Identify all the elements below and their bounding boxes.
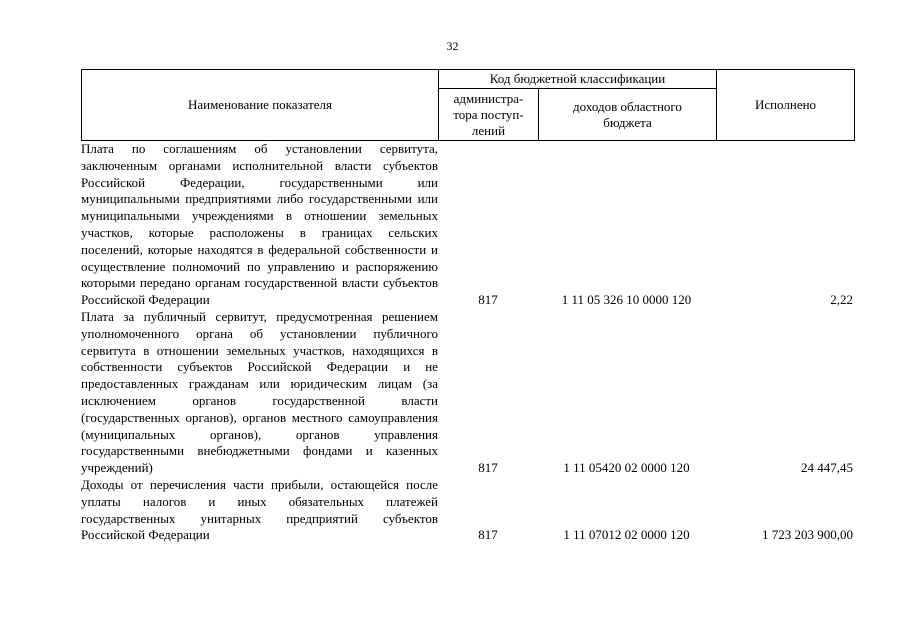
header-administrator bbox=[439, 89, 539, 140]
row-income-code: 1 11 05 326 10 0000 120 bbox=[561, 292, 692, 308]
header-indicator-name: Наименование показателя bbox=[82, 70, 439, 140]
row-income-code: 1 11 05420 02 0000 120 bbox=[563, 460, 690, 476]
row-admin-code: 817 bbox=[478, 292, 498, 308]
header-admin-line-1: администра- bbox=[453, 90, 524, 106]
header-income-line-2: бюджета bbox=[603, 114, 652, 130]
row-executed-amount: 24 447,45 bbox=[801, 460, 853, 476]
row-admin-code: 817 bbox=[478, 527, 498, 543]
header-income-line-1: доходов областного bbox=[573, 98, 682, 114]
header-admin-line-3: лений bbox=[471, 122, 506, 138]
header-executed: Исполнено bbox=[716, 70, 854, 140]
row-admin-code: 817 bbox=[478, 460, 498, 476]
header-regional-income bbox=[539, 89, 716, 140]
row-indicator-name: Плата по соглашениям об установлении сервитута, заключенным органами исполнительной власти субъектов Российской Федерации, государственными или муниципальными предприятиями либо государственными или муниципальными учреждениями в отношении земельных участков, которые расположены в границах сельских поселений, которые находятся в федеральной собственности и осуществление полномочий по управлению и распоряжению которыми передано органам государственной власти субъектов Российской Федерации bbox=[81, 141, 438, 308]
row-executed-amount: 2,22 bbox=[830, 292, 853, 308]
page-number: 32 bbox=[446, 39, 459, 53]
table-row bbox=[81, 141, 855, 309]
table-row bbox=[81, 477, 855, 544]
row-indicator-name: Доходы от перечисления части прибыли, остающейся после уплаты налогов и иных обязательных платежей государственных унитарных предприятий субъектов Российской Федерации bbox=[81, 476, 438, 543]
table-row bbox=[81, 309, 855, 477]
table-header bbox=[81, 69, 855, 141]
header-budget-code: Код бюджетной классификации bbox=[439, 70, 716, 89]
row-income-code: 1 11 07012 02 0000 120 bbox=[563, 527, 690, 543]
header-admin-line-2: тора поступ- bbox=[453, 106, 524, 122]
row-executed-amount: 1 723 203 900,00 bbox=[762, 527, 853, 543]
row-indicator-name: Плата за публичный сервитут, предусмотренная решением уполномоченного органа об установлении публичного сервитута в отношении земельных участков, находящихся в собственности субъектов Российской Федерации и не предоставленных гражданам или юридическим лицам (за исключением органов государственной власти (государственных органов), органов местного самоуправления (муниципальных органов), органов управления государственными внебюджетными фондами и казенных учреждений) bbox=[81, 308, 438, 476]
budget-table bbox=[81, 69, 855, 544]
